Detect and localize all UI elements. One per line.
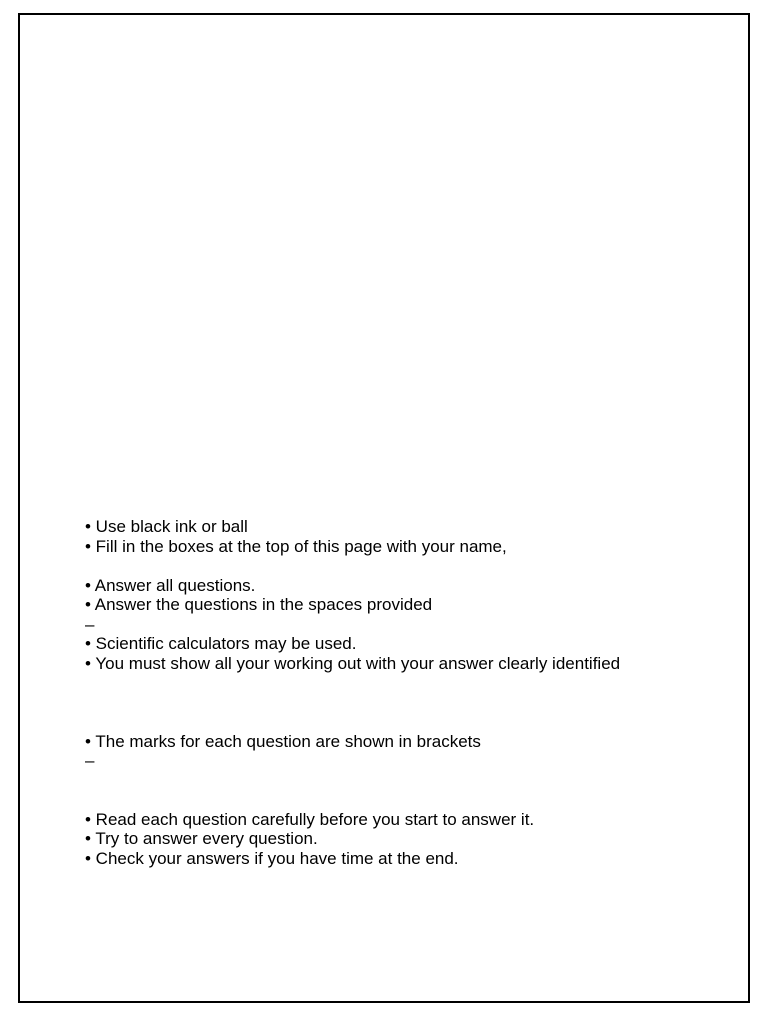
instructions-list	[85, 517, 620, 868]
blank-line	[85, 693, 620, 713]
instruction-line: • Check your answers if you have time at the end.	[85, 848, 459, 868]
instruction-line: • Answer the questions in the spaces provided	[85, 595, 433, 614]
blank-line	[85, 556, 620, 576]
dash-line: –	[85, 751, 95, 770]
dash-line: –	[85, 614, 95, 634]
instruction-line: • Fill in the boxes at the top of this page with your name,	[85, 536, 507, 556]
instruction-line: • Try to answer every question.	[85, 829, 318, 848]
blank-line	[85, 790, 620, 810]
instruction-line: • Scientific calculators may be used.	[85, 634, 357, 653]
instruction-line: • Answer all questions.	[85, 575, 256, 595]
instruction-line: • Use black ink or ball	[85, 517, 248, 536]
instruction-line: • Read each question carefully before you start to answer it.	[85, 809, 535, 829]
blank-line	[85, 673, 620, 693]
instruction-line: • The marks for each question are shown in brackets	[85, 731, 481, 751]
blank-line	[85, 771, 620, 791]
blank-line	[85, 712, 620, 732]
instruction-line: • You must show all your working out with your answer clearly identified	[85, 653, 621, 673]
